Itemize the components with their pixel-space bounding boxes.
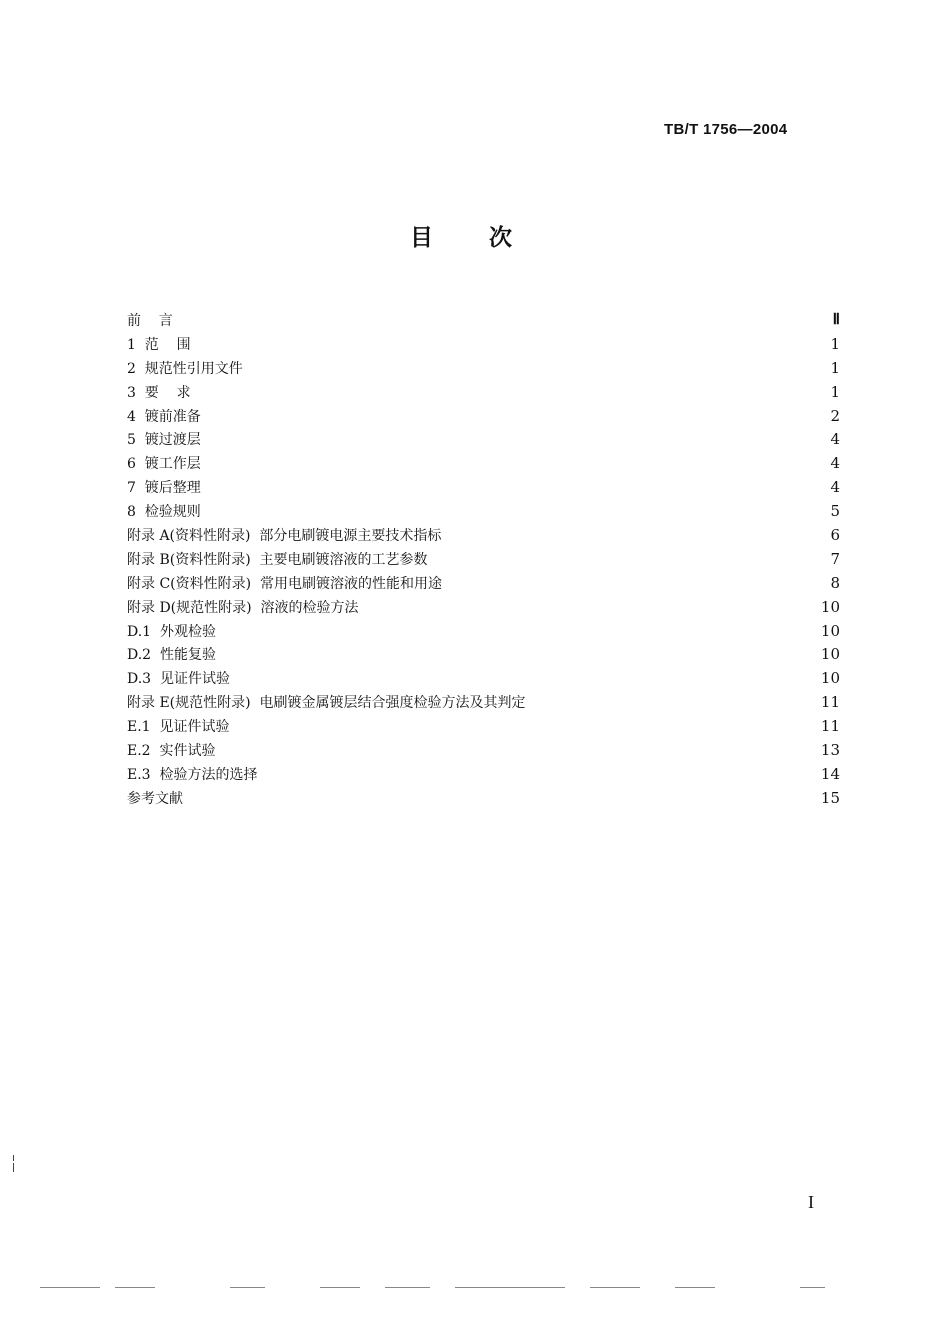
scan-artifact-line: [40, 1287, 100, 1288]
toc-entry-appendix[interactable]: [127, 595, 840, 619]
scan-artifact-line: [455, 1287, 565, 1288]
toc-entry[interactable]: [127, 332, 840, 356]
toc-entry-page: 4: [830, 430, 840, 449]
standard-code: TB/T 1756—2004: [664, 121, 788, 138]
dot-leader: [189, 791, 813, 805]
toc-entry-label: D.3 见证件试验: [127, 668, 236, 688]
toc-entry-appendix[interactable]: [127, 690, 840, 714]
dot-leader: [207, 432, 820, 446]
toc-entry-page: 11: [820, 693, 840, 712]
toc-entry-label: D.2 性能复验: [127, 644, 222, 664]
dot-leader: [365, 600, 813, 614]
toc-entry-label: 1 范 围: [127, 334, 197, 354]
toc-entry-page: 2: [830, 406, 840, 425]
scan-artifact-line: [385, 1287, 430, 1288]
toc-entry-subsection[interactable]: [127, 619, 840, 643]
toc-entry-label: 3 要 求: [127, 382, 197, 402]
toc-entry-label: D.1 外观检验: [127, 621, 222, 641]
toc-entry-label: 2 规范性引用文件: [127, 358, 249, 378]
toc-entry-foreword[interactable]: [127, 308, 840, 332]
toc-entry-page: 10: [820, 645, 840, 664]
dot-leader: [207, 456, 820, 470]
toc-entry-page: 1: [830, 334, 840, 353]
dot-leader: [448, 576, 820, 590]
scan-artifact-line: [115, 1287, 155, 1288]
dot-leader: [197, 337, 820, 351]
dot-leader: [222, 647, 813, 661]
toc-entry-subsection[interactable]: [127, 762, 840, 786]
toc-entry[interactable]: [127, 356, 840, 380]
scan-margin-mark: [13, 1155, 14, 1161]
dot-leader: [207, 504, 820, 518]
toc-entry-page: 10: [820, 597, 840, 616]
toc-entry-appendix[interactable]: [127, 547, 840, 571]
toc-entry-page: 6: [830, 525, 840, 544]
toc-entry[interactable]: [127, 427, 840, 451]
dot-leader: [249, 361, 820, 375]
toc-entry-subsection[interactable]: [127, 738, 840, 762]
toc-entry-label: 附录 E(规范性附录) 电刷镀金属镀层结合强度检验方法及其判定: [127, 692, 532, 712]
toc-entry-page: 10: [820, 621, 840, 640]
dot-leader: [532, 695, 813, 709]
toc-entry-page: 5: [830, 502, 840, 521]
page-number: I: [808, 1192, 814, 1212]
scan-artifact-line: [675, 1287, 715, 1288]
scan-artifact-line: [590, 1287, 640, 1288]
table-of-contents: [127, 308, 840, 810]
scan-margin-mark: [13, 1163, 14, 1172]
toc-entry-page: 11: [820, 717, 840, 736]
toc-entry[interactable]: [127, 499, 840, 523]
toc-entry-label: 前 言: [127, 310, 179, 330]
toc-entry-page: 14: [820, 764, 840, 783]
dot-leader: [263, 767, 812, 781]
toc-entry-appendix[interactable]: [127, 571, 840, 595]
toc-entry[interactable]: [127, 404, 840, 428]
dot-leader: [235, 719, 812, 733]
toc-entry-label: 6 镀工作层: [127, 453, 207, 473]
toc-entry-label: E.3 检验方法的选择: [127, 764, 263, 784]
scan-artifact-line: [230, 1287, 265, 1288]
toc-entry-page: 8: [830, 573, 840, 592]
toc-entry-label: 8 检验规则: [127, 501, 207, 521]
dot-leader: [447, 528, 820, 542]
toc-entry-label: 附录 A(资料性附录) 部分电刷镀电源主要技术指标: [127, 525, 447, 545]
toc-entry[interactable]: [127, 451, 840, 475]
dot-leader: [207, 480, 820, 494]
toc-entry-subsection[interactable]: [127, 666, 840, 690]
toc-entry-label: 5 镀过渡层: [127, 429, 207, 449]
toc-entry-label: E.1 见证件试验: [127, 716, 235, 736]
page-title: 目次: [410, 225, 568, 251]
toc-entry[interactable]: [127, 475, 840, 499]
dot-leader: [236, 671, 813, 685]
scan-artifact-line: [320, 1287, 360, 1288]
toc-entry-subsection[interactable]: [127, 642, 840, 666]
dot-leader: [197, 385, 820, 399]
toc-entry-page: 13: [820, 740, 840, 759]
toc-entry-subsection[interactable]: [127, 714, 840, 738]
toc-entry-appendix[interactable]: [127, 523, 840, 547]
dot-leader: [222, 624, 813, 638]
toc-entry-page: 1: [830, 382, 840, 401]
toc-entry-label: 附录 B(资料性附录) 主要电刷镀溶液的工艺参数: [127, 549, 434, 569]
scan-artifact-line: [800, 1287, 825, 1288]
toc-entry-page: 10: [820, 669, 840, 688]
toc-entry-page: 1: [830, 358, 840, 377]
dot-leader: [207, 409, 820, 423]
dot-leader: [434, 552, 820, 566]
toc-entry-page: 4: [830, 454, 840, 473]
dot-leader: [221, 743, 812, 757]
toc-entry-label: 7 镀后整理: [127, 477, 207, 497]
toc-entry-page: Ⅱ: [832, 312, 840, 329]
toc-entry[interactable]: [127, 380, 840, 404]
toc-entry-label: 4 镀前准备: [127, 406, 207, 426]
toc-entry-label: 参考文献: [127, 788, 189, 808]
toc-entry-label: 附录 C(资料性附录) 常用电刷镀溶液的性能和用途: [127, 573, 448, 593]
toc-entry-page: 4: [830, 478, 840, 497]
toc-entry-label: E.2 实件试验: [127, 740, 221, 760]
toc-entry-label: 附录 D(规范性附录) 溶液的检验方法: [127, 597, 365, 617]
toc-entry-references[interactable]: [127, 786, 840, 810]
dot-leader: [179, 313, 820, 327]
toc-entry-page: 7: [830, 549, 840, 568]
toc-entry-page: 15: [820, 788, 840, 807]
